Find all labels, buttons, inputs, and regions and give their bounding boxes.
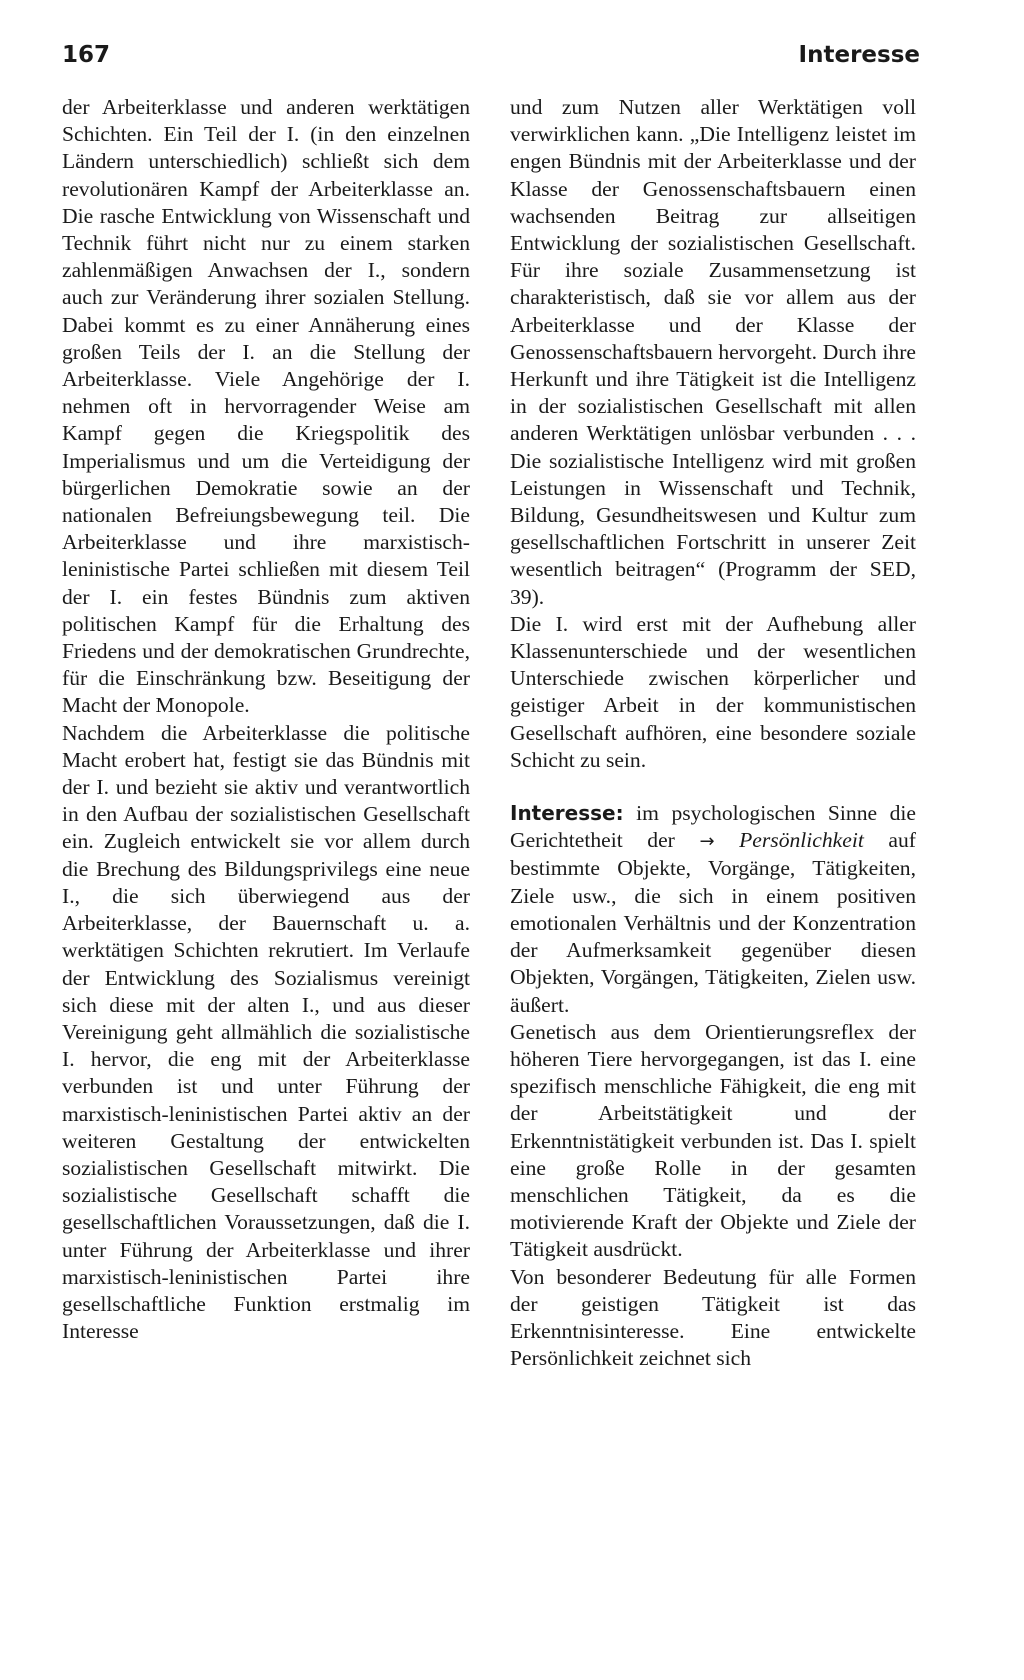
cross-reference-link[interactable]: Persönlichkeit (739, 828, 864, 853)
entry-paragraph-2: Genetisch aus dem Orientierungsreflex der höheren Tiere hervorgegangen, ist das I. eine spezifisch menschliche Fähigkeit, die eng mit der Arbeitstätigkeit und der Erkenntnistätigkeit verbunden ist. Das I. spielt eine große Rolle in der gesamten menschlichen Tätigkeit, da es die motivierende Kraft der Objekte und Ziele der Tätigkeit ausdrückt. (510, 1019, 916, 1262)
left-column (62, 94, 470, 1345)
left-paragraph-1: der Arbeiterklasse und anderen werktätigen Schichten. Ein Teil der I. (in den einzelnen Ländern unterschiedlich) schließt sich dem revolutionären Kampf der Arbeiterklasse an. Die rasche Entwicklung von Wissenschaft und Technik führt nicht nur zu einem starken zahlenmäßigen Anwachsen der I., sondern auch zur Veränderung ihrer sozialen Stellung. Dabei kommt es zu einer Annäherung eines großen Teils der I. an die Stellung der Arbeiterklasse. Viele Angehörige der I. nehmen oft in hervorragender Weise am Kampf gegen die Kriegspolitik des Imperialismus und um die Verteidigung der bürgerlichen Demokratie sowie an der nationalen Befreiungsbewegung teil. Die Arbeiterklasse und ihre marxistisch-leninistische Partei schließen mit diesem Teil der I. ein festes Bündnis zum aktiven politischen Kampf für die Erhaltung des Friedens und der demokratischen Grundrechte, für die Einschränkung bzw. Beseitigung der Macht der Monopole. (62, 95, 470, 718)
entry-interesse (510, 800, 916, 1019)
left-paragraph-2: Nachdem die Arbeiterklasse die politische Macht erobert hat, festigt sie das Bündnis mit der I. und bezieht sie aktiv und verantwortlich in den Aufbau der sozialistischen Gesellschaft ein. Zugleich entwickelt sie vor allem durch die Brechung des Bildungsprivilegs eine neue I., die sich überwiegend aus der Arbeiterklasse, der Bauernschaft u. a. werktätigen Schichten rekrutiert. Im Verlaufe der Entwicklung des Sozialismus vereinigt sich diese mit der alten I., und aus dieser Vereinigung geht allmählich die sozialistische I. hervor, die eng mit der Arbeiterklasse verbunden ist und unter Führung der marxistisch-leninistischen Partei aktiv an der weiteren Gestaltung der entwickelten sozialistischen Gesellschaft mitwirkt. Die sozialistische Gesellschaft schafft die gesellschaftlichen Voraussetzungen, daß die I. unter Führung der Arbeiterklasse und ihrer marxistisch-leninistischen Partei ihre gesellschaftliche Funktion erstmalig im Interesse (62, 720, 470, 1344)
entry-text-before: im psychologischen Sinne die Gerichtetheit der (510, 801, 916, 853)
right-column (510, 94, 916, 1372)
running-head: Interesse (798, 42, 920, 68)
entry-text-after: auf bestimmte Objekte, Vorgänge, Tätigkeiten, Ziele usw., die sich in einem positiven emotionalen Verhältnis und der Konzentration der Aufmerksamkeit gegenüber diesen Objekten, Vorgängen, Tätigkeiten, Zielen usw. äußert. (510, 828, 916, 1017)
right-paragraph-1: und zum Nutzen aller Werktätigen voll verwirklichen kann. „Die Intelligenz leistet im engen Bündnis mit der Arbeiterklasse und der Klasse der Genossenschaftsbauern einen wachsenden Beitrag zur allseitigen Entwicklung der sozialistischen Gesellschaft. Für ihre soziale Zusammensetzung ist charakteristisch, daß sie vor allem aus der Arbeiterklasse und der Klasse der Genossenschaftsbauern hervorgeht. Durch ihre Herkunft und ihre Tätigkeit ist die Intelligenz in der sozialistischen Gesellschaft mit allen anderen Werktätigen unlösbar verbunden . . . Die sozialistische Intelligenz wird mit großen Leistungen in Wissenschaft und Technik, Bildung, Gesundheitswesen und Kultur zum gesellschaftlichen Fortschritt in unserer Zeit wesentlich beitragen“ (Programm der SED, 39). (510, 95, 916, 609)
entry-gap (510, 774, 916, 800)
entry-paragraph-3: Von besonderer Bedeutung für alle Formen der geistigen Tätigkeit ist das Erkenntnisinteresse. Eine entwickelte Persönlichkeit zeichnet sich (510, 1264, 916, 1371)
page-number: 167 (62, 42, 111, 68)
entry-term: Interesse: (510, 801, 624, 826)
cross-reference-arrow-icon: → (699, 831, 715, 853)
right-paragraph-2: Die I. wird erst mit der Aufhebung aller Klassenunterschiede und der wesentlichen Unterschiede zwischen körperlicher und geistiger Arbeit in der kommunistischen Gesellschaft aufhören, eine besondere soziale Schicht zu sein. (510, 611, 916, 772)
